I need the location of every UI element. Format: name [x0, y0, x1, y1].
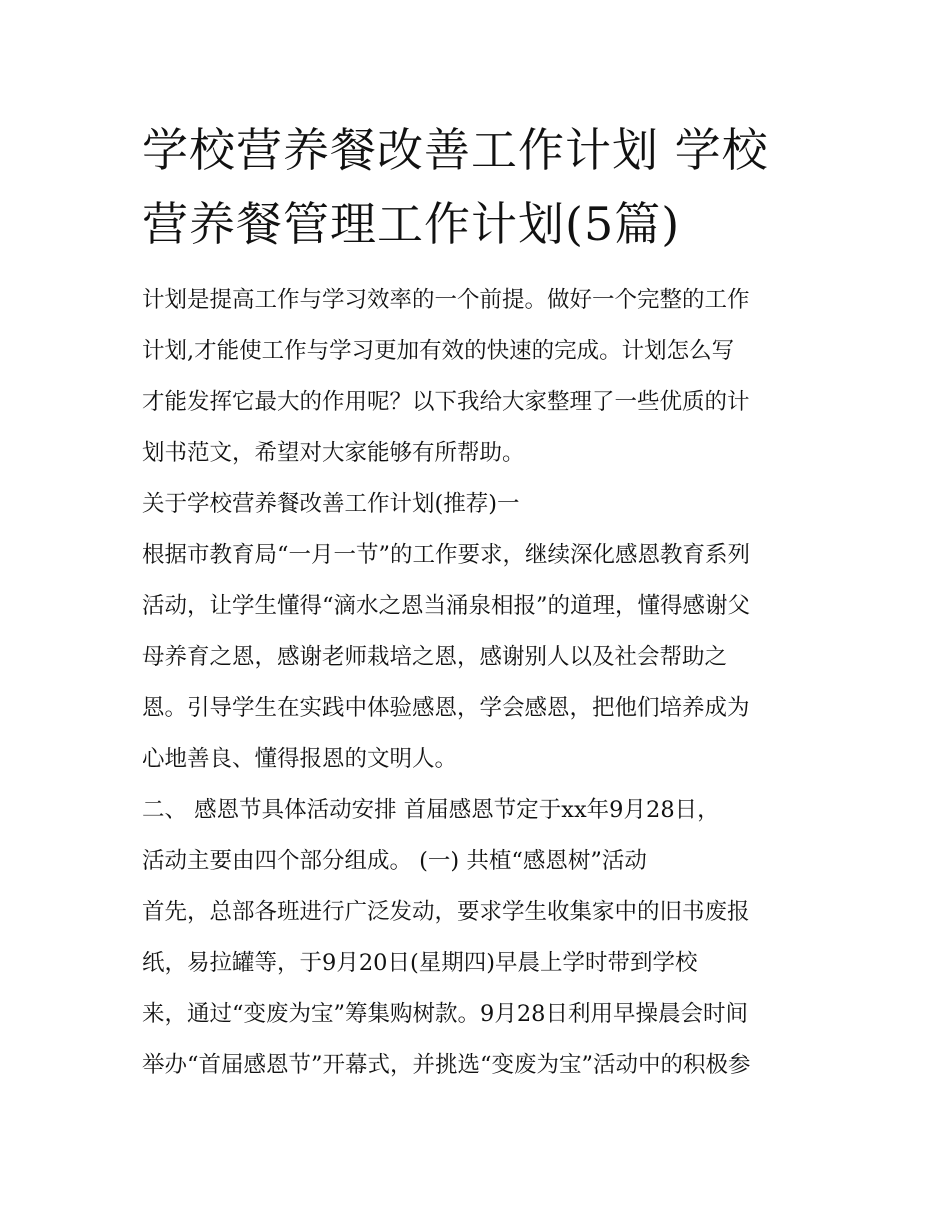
activity-line-2: 活动主要由四个部分组成。 (一) 共植“感恩树”活动	[142, 848, 647, 874]
activity-line-1: 二、 感恩节具体活动安排 首届感恩节定于xx年9月28日，	[142, 797, 720, 823]
paragraph-line-1: 根据市教育局“一月一节”的工作要求，继续深化感恩教育系列	[142, 542, 751, 568]
paragraph-line-5: 心地善良、懂得报恩的文明人。	[142, 746, 458, 772]
paragraph-line-2: 活动，让学生懂得“滴水之恩当涌泉相报”的道理，懂得感谢父	[142, 593, 751, 619]
activity-line-3: 首先，总部各班进行广泛发动，要求学生收集家中的旧书废报	[142, 899, 750, 925]
document-title-line-2: 营养餐管理工作计划(5篇)	[142, 197, 681, 251]
document-title-line-1: 学校营养餐改善工作计划 学校	[142, 123, 769, 177]
intro-line-4: 划书范文，希望对大家能够有所帮助。	[142, 440, 525, 466]
activity-line-4: 纸，易拉罐等，于9月20日(星期四)早晨上学时带到学校	[142, 950, 698, 976]
paragraph-line-4: 恩。引导学生在实践中体验感恩，学会感恩，把他们培养成为	[142, 695, 750, 721]
paragraph-line-3: 母养育之恩，感谢老师栽培之恩，感谢别人以及社会帮助之	[142, 644, 728, 670]
intro-line-2: 计划,才能使工作与学习更加有效的快速的完成。计划怎么写	[142, 338, 735, 364]
activity-line-6: 举办“首届感恩节”开幕式，并挑选“变废为宝”活动中的积极参	[142, 1052, 751, 1078]
intro-line-3: 才能发挥它最大的作用呢？以下我给大家整理了一些优质的计	[142, 389, 750, 415]
section-heading: 关于学校营养餐改善工作计划(推荐)一	[142, 491, 520, 517]
activity-line-5: 来，通过“变废为宝”筹集购树款。9月28日利用早操晨会时间	[142, 1001, 748, 1027]
intro-line-1: 计划是提高工作与学习效率的一个前提。做好一个完整的工作	[142, 287, 750, 313]
